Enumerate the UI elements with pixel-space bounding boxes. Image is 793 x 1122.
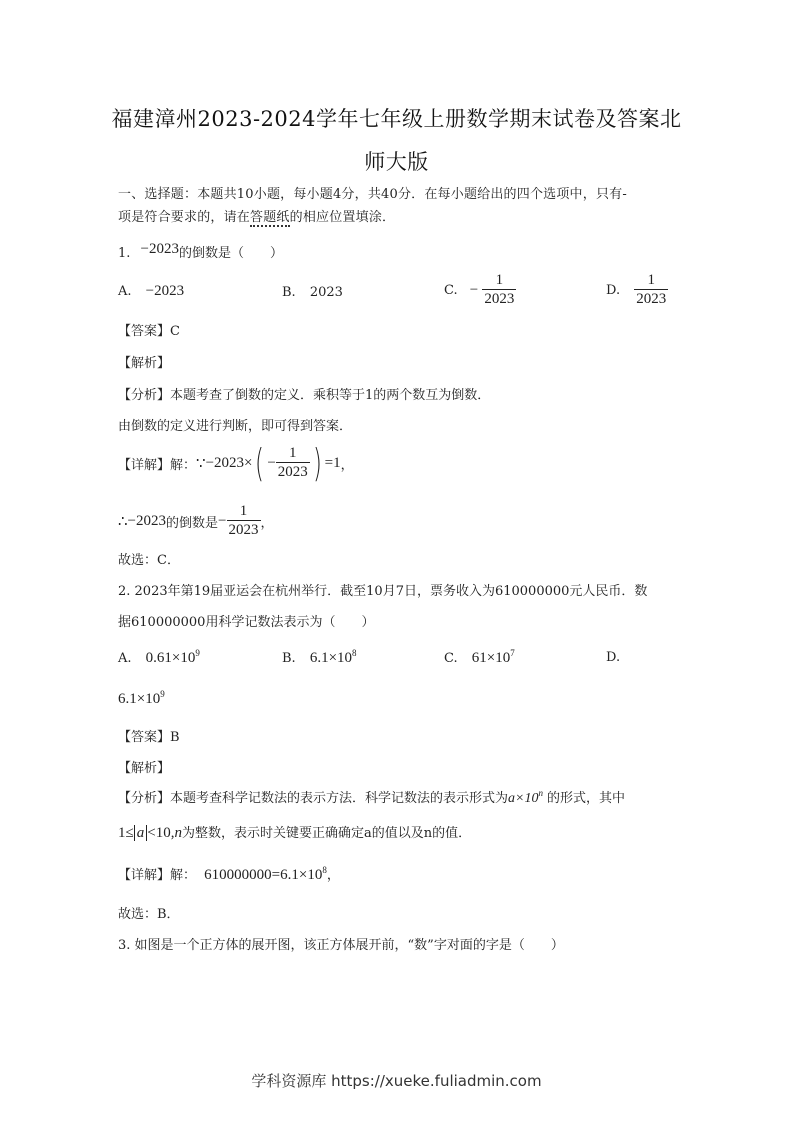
q2-condition xyxy=(118,822,471,842)
q1-analysis-label: 【解析】 xyxy=(118,356,171,371)
q1-option-a-value: −2023 xyxy=(145,283,185,299)
q2-option-c-exponent: 7 xyxy=(510,648,515,658)
q1-option-b-label: B. xyxy=(282,285,296,300)
q2-fenxi-math: a×10 xyxy=(508,791,539,806)
q2-condition-text: 为整数，表示时关键要正确确定a的值以及n的值． xyxy=(181,826,472,841)
q1-option-d-label: D. xyxy=(606,282,621,298)
q1-detail-math2: =1 xyxy=(324,454,341,471)
q1-option-c-denominator: 2023 xyxy=(484,291,515,308)
section-heading-text-a: 项是符合要求的，请在 xyxy=(118,210,251,225)
q1-option-c xyxy=(444,272,516,309)
q1-therefore xyxy=(118,503,274,540)
q1-option-b-value: 2023 xyxy=(309,285,343,300)
q2-option-d-exponent: 9 xyxy=(160,689,165,699)
document-title-line1: 福建漳州2023-2024学年七年级上册数学期末试卷及答案北 xyxy=(111,107,682,131)
q2-option-d-value xyxy=(118,689,165,708)
q1-detail-end: ， xyxy=(340,457,354,473)
q2-option-c xyxy=(444,648,515,667)
q2-option-c-label: C. xyxy=(444,651,458,666)
q1-detail-left-paren: ( xyxy=(255,441,265,485)
q3-stem: 3. 如图是一个正方体的展开图，该正方体展开前，“数”字对面的字是（ ） xyxy=(118,938,564,953)
q1-therefore-text: 的倒数是 xyxy=(166,515,219,531)
q1-therefore-end: ， xyxy=(260,515,274,531)
section-heading-text-b: 的相应位置填涂． xyxy=(289,210,396,225)
q1-option-d-fraction xyxy=(634,272,668,309)
q2-option-a-exponent: 9 xyxy=(195,648,200,658)
q1-detail-sign: − xyxy=(267,454,276,471)
q1-number: 1. xyxy=(118,246,131,261)
q2-condition-math2: <10, xyxy=(147,825,175,841)
q2-option-d-base: 6.1×10 xyxy=(118,691,161,707)
q2-option-a-base: 0.61×10 xyxy=(145,650,196,666)
q2-fenxi-text-a: 【分析】本题考查科学记数法的表示方法．科学记数法的表示形式为 xyxy=(118,791,509,806)
q2-option-b-base: 6.1×10 xyxy=(309,650,353,666)
q2-option-b xyxy=(282,648,357,667)
q2-option-b-label: B. xyxy=(282,651,296,666)
q1-detail-math1: −2023× xyxy=(205,454,253,471)
q1-option-a-label: A. xyxy=(118,284,132,299)
q1-option-c-sign: − xyxy=(469,281,479,298)
q1-option-c-fraction xyxy=(482,272,516,309)
q1-stem-math: −2023 xyxy=(140,241,180,257)
q2-condition-abs: a xyxy=(134,825,148,841)
q1-option-d-denominator: 2023 xyxy=(636,291,667,308)
q2-detail-end: ， xyxy=(326,868,340,883)
q1-detail-denominator: 2023 xyxy=(277,464,308,480)
q2-condition-n: n xyxy=(174,825,182,841)
q1-answer: 【答案】C xyxy=(118,324,180,339)
q1-therefore-math: −2023 xyxy=(127,512,167,529)
q1-therefore-symbol: ∴ xyxy=(118,513,128,530)
q1-detail xyxy=(118,441,354,485)
q2-option-b-exponent: 8 xyxy=(352,648,357,658)
q1-option-c-numerator: 1 xyxy=(495,272,504,288)
q2-option-a-label: A. xyxy=(118,651,132,666)
q1-detail-label: 【详解】解： xyxy=(118,457,197,473)
q2-choice: 故选：B． xyxy=(118,907,180,922)
q1-detail-numerator: 1 xyxy=(289,444,297,461)
section-heading-line1: 一、选择题：本题共10小题，每小题4分，共40分．在每小题给出的四个选项中，只有- xyxy=(118,187,627,202)
q1-stem-text: 的倒数是（ ） xyxy=(179,246,284,261)
document-title-line2: 师大版 xyxy=(364,150,429,174)
q1-detail-right-paren: ) xyxy=(312,441,322,485)
q2-fenxi xyxy=(118,787,625,807)
q2-detail-math: 610000000=6.1×10 xyxy=(204,867,323,883)
q1-option-c-label: C. xyxy=(444,282,458,298)
q1-therefore-fraction xyxy=(227,503,261,540)
q2-stem-line1: 2. 2023年第19届亚运会在杭州举行．截至10月7日，票务收入为610000000元人民币．数 xyxy=(118,584,648,599)
q2-condition-math1: 1≤ xyxy=(118,825,134,841)
q2-analysis-label: 【解析】 xyxy=(118,761,171,776)
q1-stem xyxy=(118,242,283,262)
q2-fenxi-text-b: 的形式，其中 xyxy=(546,791,625,806)
q1-therefore-sign: − xyxy=(218,512,227,529)
q2-detail xyxy=(118,864,340,884)
q2-stem-line2: 据610000000用科学记数法表示为（ ） xyxy=(118,615,375,630)
q1-option-a xyxy=(118,283,184,300)
q1-therefore-denominator: 2023 xyxy=(228,522,259,539)
q2-option-a xyxy=(118,648,200,667)
q2-option-c-base: 61×10 xyxy=(471,650,511,666)
q1-detail-fraction xyxy=(276,445,310,482)
q1-fenxi: 【分析】本题考查了倒数的定义．乘积等于1的两个数互为倒数． xyxy=(118,388,491,403)
section-heading-line2 xyxy=(118,206,395,225)
q1-option-b xyxy=(282,285,343,300)
q1-therefore-numerator: 1 xyxy=(239,503,248,519)
q2-detail-exponent: 8 xyxy=(322,865,327,875)
q1-detail-because: ∵ xyxy=(196,455,206,472)
q1-choice: 故选：C． xyxy=(118,553,180,568)
q1-option-d-numerator: 1 xyxy=(647,272,655,288)
q2-answer: 【答案】B xyxy=(118,730,180,745)
footer-watermark: 学科资源库 https://xueke.fuliadmin.com xyxy=(251,1072,542,1090)
q2-detail-label: 【详解】解： xyxy=(118,868,197,883)
section-heading-emphasis: 答题纸 xyxy=(250,210,290,225)
q1-fenxi2: 由倒数的定义进行判断，即可得到答案． xyxy=(118,419,353,434)
q2-option-d-label: D. xyxy=(606,650,621,665)
q2-fenxi-exponent: n xyxy=(538,788,543,798)
q1-option-d xyxy=(606,272,668,309)
